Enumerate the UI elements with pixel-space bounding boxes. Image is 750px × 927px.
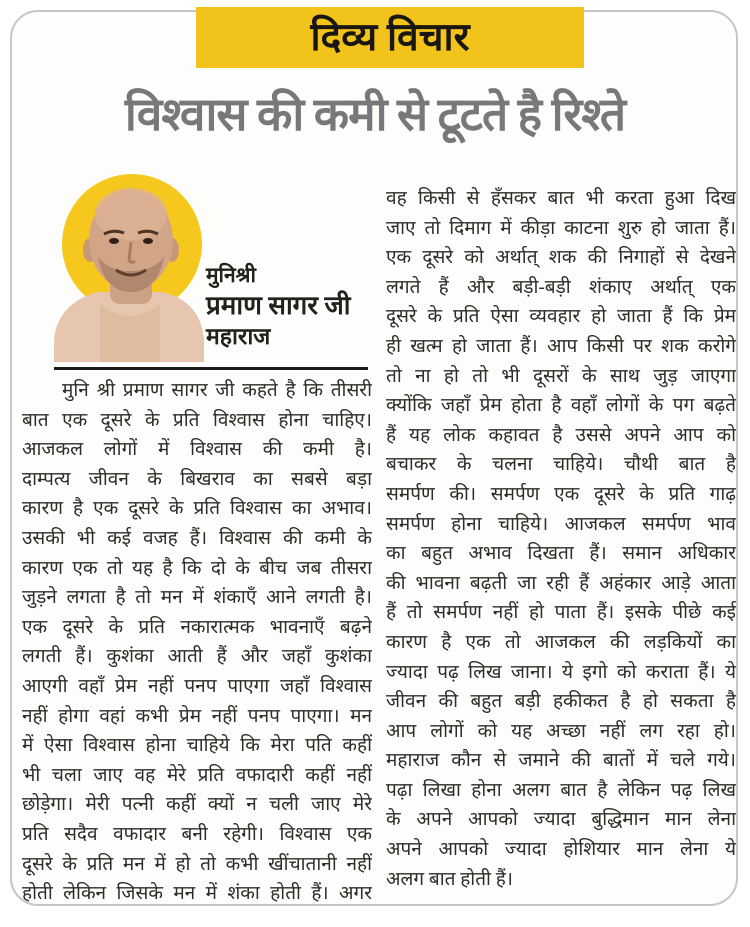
text-line: मुनि श्री प्रमाण सागर जी कहते है कि तीसरी bbox=[62, 380, 372, 401]
right-column bbox=[386, 184, 736, 894]
text-line: दूसरे के प्रति ऐसा व्यवहार हो जाता हैं कि प्रेम bbox=[386, 306, 736, 328]
text-line: आप लोगों को यह अच्छा नहीं लग रहा हो। bbox=[386, 720, 736, 742]
text-line: जाए तो दिमाग में कीड़ा काटना शुरु हो जाता हैं। bbox=[386, 217, 736, 239]
monk-portrait-photo bbox=[40, 172, 208, 362]
text-line: उसकी भी कई वजह हैं। विश्वास की कमी के bbox=[22, 527, 372, 549]
text-line: एक दूसरे को अर्थात् शक की निगाहों से देखने bbox=[386, 247, 736, 269]
left-eye bbox=[109, 238, 119, 244]
text-line: आएगी वहाँ प्रेम नहीं पनप पाएगा जहाँ विश्वास bbox=[22, 675, 372, 697]
text-line: आजकल लोगों में विश्वास की कमी है। bbox=[22, 439, 372, 461]
text-line: हैं तो समर्पण नहीं हो पाता हैं। इसके पीछे कई bbox=[386, 602, 736, 624]
masthead-title: दिव्य विचार bbox=[310, 16, 470, 59]
text-line: वह किसी से हँसकर बात भी करता हुआ दिख bbox=[386, 188, 736, 209]
text-line: ज्यादा पढ़ लिख जाना। ये इगो को कराता हैं। ये bbox=[386, 661, 736, 683]
text-line: हैं यह लोक कहावत है उससे अपने आप को bbox=[386, 424, 736, 446]
right-eye bbox=[143, 238, 153, 244]
text-line: नहीं होगा वहां कभी प्रेम नहीं पनप पाएगा। मन bbox=[22, 705, 372, 727]
text-line: कारण है एक दूसरे के प्रति विश्वास का अभाव। bbox=[22, 498, 372, 520]
text-line: दाम्पत्य जीवन के बिखराव का सबसे बड़ा bbox=[22, 468, 372, 490]
caption-honorific: मुनिश्री bbox=[206, 263, 256, 287]
text-line: क्योंकि जहाँ प्रेम होता है वहाँ लोगों के पग बढ़ते bbox=[386, 395, 736, 417]
author-block bbox=[22, 170, 372, 363]
text-line: कारण है एक तो आजकल की लड़कियों का bbox=[386, 631, 736, 653]
text-line: दूसरे के प्रति मन में हो तो कभी खींचातानी नहीं bbox=[22, 853, 372, 875]
text-line: एक दूसरे के प्रति नकारात्मक भावनाएँ बढ़ने bbox=[22, 616, 372, 638]
text-line: बचाकर के चलना चाहिये। चौथी बात है bbox=[386, 454, 736, 476]
text-line: के अपने आपको ज्यादा बुद्धिमान मान लेना bbox=[386, 809, 736, 831]
text-line: समर्पण होना चाहिये। आजकल समर्पण भाव bbox=[386, 513, 736, 535]
text-line: प्रति सदैव वफादार बनी रहेगी। विश्वास एक bbox=[22, 823, 372, 845]
text-line: का बहुत अभाव दिखता हैं। समान अधिकार bbox=[386, 543, 736, 565]
caption-name: प्रमाण सागर जी bbox=[206, 290, 351, 320]
text-line: लगते हैं और बड़ी-बड़ी शंकाए अर्थात् एक bbox=[386, 276, 736, 298]
text-line: कारण एक तो यह है कि दो के बीच जब तीसरा bbox=[22, 557, 372, 579]
masthead-banner bbox=[196, 7, 584, 68]
text-line: लगती हैं। कुशंका आती हैं और जहाँ कुशंका bbox=[22, 646, 372, 668]
left-column bbox=[22, 170, 372, 909]
caption-divider-rule bbox=[54, 367, 368, 370]
page-title: विश्वास की कमी से टूटते है रिश्ते bbox=[124, 89, 626, 140]
text-line: समर्पण की। समर्पण एक दूसरे के प्रति गाढ़ bbox=[386, 483, 736, 505]
caption-title: महाराज bbox=[206, 324, 271, 350]
text-line: तो ना हो तो भी दूसरों के साथ जुड़ जाएगा bbox=[386, 365, 736, 387]
text-line: बात एक दूसरे के प्रति विश्वास होना चाहिए। bbox=[22, 409, 372, 431]
article-text-left bbox=[22, 376, 372, 909]
text-line: जीवन की बहुत बड़ी हकीकत है हो सकता है bbox=[386, 691, 736, 713]
text-line: जुड़ने लगता है तो मन में शंकाएँ आने लगती है। bbox=[22, 587, 372, 609]
text-line: होती लेकिन जिसके मन में शंका होती हैं। अगर bbox=[22, 883, 372, 905]
text-line: ही खत्म हो जाता हैं। आप किसी पर शक करोगे bbox=[386, 335, 736, 357]
photo-caption bbox=[206, 262, 350, 352]
text-line: में ऐसा विश्वास होना चाहिये कि मेरा पति कहीं bbox=[22, 735, 372, 757]
text-line: भी चला जाए वह मेरे प्रति वफादारी कहीं नहीं bbox=[22, 764, 372, 786]
text-line: पढ़ा लिखा होना अलग बात है लेकिन पढ़ लिख bbox=[386, 779, 736, 801]
article-text-right bbox=[386, 184, 736, 894]
text-line: अलग बात होती हैं। bbox=[386, 868, 513, 890]
text-line: अपने आपको ज्यादा होशियार मान लेना ये bbox=[386, 839, 736, 861]
text-line: महाराज कौन से जमाने की बातों में चले गये। bbox=[386, 750, 736, 772]
text-line: की भावना बढ़ती जा रही हैं अहंकार आड़े आता bbox=[386, 572, 736, 594]
text-line: छोड़ेगा। मेरी पत्नी कहीं क्यों न चली जाए मेरे bbox=[22, 794, 372, 816]
